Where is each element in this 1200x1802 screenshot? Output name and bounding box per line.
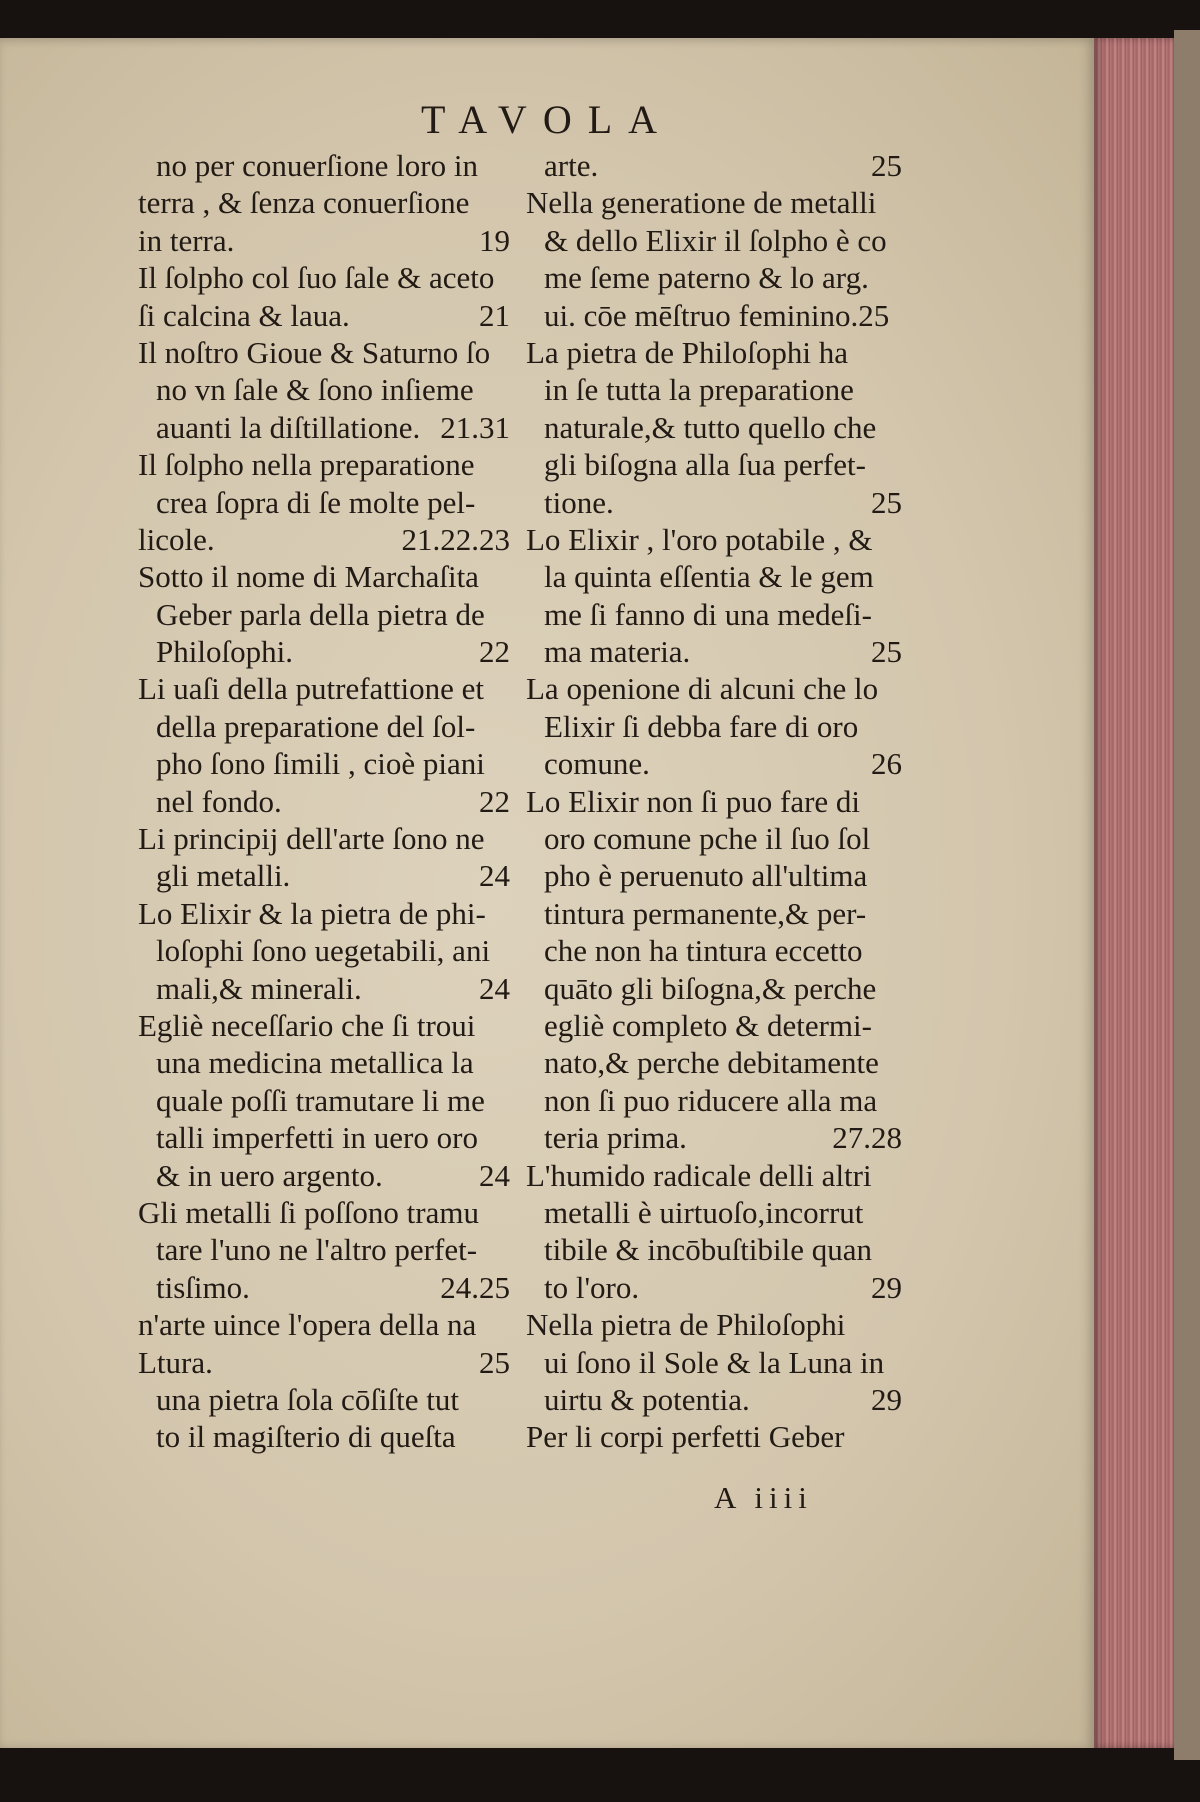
entry-text: oro comune pche il ſuo ſol	[544, 821, 871, 857]
index-entry-line	[526, 558, 902, 595]
index-entry-line	[526, 670, 902, 707]
entry-text: terra , & ſenza conuerſione	[138, 185, 470, 221]
index-entry-line	[526, 446, 902, 483]
entry-text: La openione di alcuni che lo	[526, 671, 879, 707]
index-column-right	[526, 147, 902, 1456]
entry-page-number: 24	[479, 1157, 510, 1193]
index-entry-line	[526, 708, 902, 745]
entry-text: licole.	[138, 521, 215, 557]
index-entry-line	[526, 147, 902, 184]
book-cover-edge	[1174, 30, 1200, 1760]
index-entry-line	[526, 1082, 902, 1119]
index-entry-line	[526, 596, 902, 633]
entry-page-number: 21.31	[440, 409, 510, 445]
entry-text: teria prima.	[544, 1120, 687, 1156]
entry-text: ma materia.	[544, 634, 691, 670]
index-entry-line	[526, 1344, 902, 1381]
entry-text: in ſe tutta la preparatione	[544, 372, 854, 408]
index-entry-line	[526, 259, 902, 296]
entry-text: pho è peruenuto all'ultima	[544, 858, 868, 894]
index-entry-line	[138, 334, 510, 371]
index-entry-line	[526, 1231, 902, 1268]
entry-text: no per conuerſione loro in	[156, 148, 478, 183]
index-entry-line	[138, 633, 510, 670]
index-entry-line	[526, 1044, 902, 1081]
entry-text: Nella pietra de Philoſophi	[526, 1307, 846, 1343]
signature-mark: A iiii	[714, 1480, 813, 1515]
entry-text: della preparatione del ſol-	[156, 708, 476, 744]
entry-text: una medicina metallica la	[156, 1045, 474, 1081]
index-entry-line	[526, 1119, 902, 1156]
index-entry-line	[138, 970, 510, 1007]
index-entry-line	[138, 558, 510, 595]
entry-text: & dello Elixir il ſolpho è co	[544, 222, 887, 258]
index-entry-line	[526, 857, 902, 894]
entry-text: Geber parla della pietra de	[156, 596, 485, 632]
entry-text: Il ſolpho col ſuo ſale & aceto	[138, 260, 495, 296]
index-entry-line	[138, 1344, 510, 1381]
index-entry-line	[138, 184, 510, 221]
entry-text: mali,& minerali.	[156, 970, 362, 1006]
entry-page-number: 24.25	[440, 1269, 510, 1305]
entry-text: n'arte uince l'opera della na	[138, 1307, 477, 1343]
index-entry-line	[138, 371, 510, 408]
entry-page-number: 27.28	[832, 1120, 902, 1156]
entry-text: nel fondo.	[156, 783, 282, 819]
entry-text: nato,& perche debitamente	[544, 1045, 879, 1081]
index-entry-line	[526, 334, 902, 371]
entry-page-number: 19	[479, 222, 510, 258]
index-entry-line	[526, 1306, 902, 1343]
index-entry-line	[526, 371, 902, 408]
entry-text: to il magiſterio di queſta	[156, 1419, 456, 1455]
entry-page-number: 22	[479, 634, 510, 670]
index-entry-line	[138, 708, 510, 745]
entry-text: Il noſtro Gioue & Saturno ſo	[138, 334, 491, 370]
entry-text: & in uero argento.	[156, 1157, 383, 1193]
entry-page-number: 26	[871, 746, 902, 782]
index-entry-line	[526, 1007, 902, 1044]
entry-text: tare l'uno ne l'altro perfet-	[156, 1232, 478, 1268]
entry-text: Lo Elixir non ſi puo fare di	[526, 783, 861, 819]
entry-text: Il ſolpho nella preparatione	[138, 447, 475, 483]
index-entry-line	[526, 1381, 902, 1418]
index-entry-line	[526, 222, 902, 259]
entry-text: Nella generatione de metalli	[526, 185, 877, 221]
entry-text: loſophi ſono uegetabili, ani	[156, 933, 491, 969]
entry-text: tione.	[544, 484, 614, 520]
entry-text: ſi calcina & laua.	[138, 297, 350, 333]
entry-text: naturale,& tutto quello che	[544, 409, 877, 445]
index-entry-line	[138, 745, 510, 782]
index-entry-line	[526, 895, 902, 932]
entry-text: La pietra de Philoſophi ha	[526, 334, 848, 370]
index-entry-line	[138, 147, 510, 184]
entry-text: tisſimo.	[156, 1269, 250, 1305]
index-entry-line	[138, 932, 510, 969]
index-entry-line	[138, 521, 510, 558]
entry-text: gli metalli.	[156, 858, 291, 894]
entry-text: tintura permanente,& per-	[544, 895, 867, 931]
index-entry-line	[138, 1007, 510, 1044]
entry-text: me ſeme paterno & lo arg.	[544, 260, 869, 296]
entry-page-number: 24	[479, 858, 510, 894]
entry-text: arte.	[544, 148, 599, 183]
entry-text: no vn ſale & ſono inſieme	[156, 372, 474, 408]
entry-text: gli biſogna alla ſua perfet-	[544, 447, 866, 483]
index-entry-line	[526, 970, 902, 1007]
entry-page-number: 29	[871, 1381, 902, 1417]
index-entry-line	[138, 670, 510, 707]
index-entry-line	[138, 222, 510, 259]
entry-text: Egliè neceſſario che ſi troui	[138, 1007, 476, 1043]
entry-text: in terra.	[138, 222, 235, 258]
entry-text: talli imperfetti in uero oro	[156, 1120, 478, 1156]
entry-text: me ſi fanno di una medeſi-	[544, 596, 872, 632]
entry-text: Philoſophi.	[156, 634, 293, 670]
entry-text: crea ſopra di ſe molte pel-	[156, 484, 476, 520]
index-entry-line	[138, 484, 510, 521]
index-entry-line	[526, 820, 902, 857]
entry-text: Gli metalli ſi poſſono tramu	[138, 1194, 479, 1230]
index-entry-line	[138, 783, 510, 820]
index-entry-line	[138, 1306, 510, 1343]
entry-text: quale poſſi tramutare li me	[156, 1082, 485, 1118]
entry-page-number: 25	[871, 634, 902, 670]
index-entry-line	[138, 1381, 510, 1418]
entry-text: Li principij dell'arte ſono ne	[138, 821, 485, 857]
entry-text: comune.	[544, 746, 650, 782]
index-entry-line	[138, 596, 510, 633]
entry-page-number: 22	[479, 783, 510, 819]
index-entry-line	[526, 521, 902, 558]
entry-text: non ſi puo riducere alla ma	[544, 1082, 878, 1118]
index-entry-line	[526, 484, 902, 521]
entry-page-number: 25	[479, 1344, 510, 1380]
entry-text: Per li corpi perfetti Geber	[526, 1419, 845, 1455]
entry-text: tibile & incōbuſtibile quan	[544, 1232, 873, 1268]
index-entry-line	[526, 633, 902, 670]
entry-text: pho ſono ſimili , cioè piani	[156, 746, 485, 782]
index-entry-line	[138, 857, 510, 894]
entry-text: ui. cōe mēſtruo feminino.25	[544, 297, 890, 333]
entry-page-number: 25	[871, 148, 902, 183]
entry-text: la quinta eſſentia & le gem	[544, 559, 874, 595]
index-entry-line	[526, 1418, 902, 1455]
page-edge-stack	[1094, 38, 1174, 1748]
index-entry-line	[138, 1082, 510, 1119]
entry-text: Li uaſi della putrefattione et	[138, 671, 485, 707]
entry-text: auanti la diſtillatione.	[156, 409, 421, 445]
entry-page-number: 25	[871, 484, 902, 520]
entry-text: L'humido radicale delli altri	[526, 1157, 872, 1193]
index-entry-line	[138, 1194, 510, 1231]
index-entry-line	[526, 783, 902, 820]
entry-text: Sotto il nome di Marchaſita	[138, 559, 479, 595]
index-column-left	[138, 147, 510, 1456]
entry-text: quāto gli biſogna,& perche	[544, 970, 877, 1006]
index-entry-line	[138, 1269, 510, 1306]
index-entry-line	[138, 1119, 510, 1156]
entry-text: Ltura.	[138, 1344, 213, 1380]
index-entry-line	[526, 184, 902, 221]
entry-page-number: 21.22.23	[401, 521, 510, 557]
index-entry-line	[526, 1194, 902, 1231]
index-entry-line	[526, 1157, 902, 1194]
index-entry-line	[138, 895, 510, 932]
entry-page-number: 24	[479, 970, 510, 1006]
entry-text: ui ſono il Sole & la Luna in	[544, 1344, 885, 1380]
index-entry-line	[138, 446, 510, 483]
index-entry-line	[138, 820, 510, 857]
index-entry-line	[138, 409, 510, 446]
entry-page-number: 21	[479, 297, 510, 333]
index-entry-line	[138, 259, 510, 296]
entry-text: egliè completo & determi-	[544, 1007, 872, 1043]
entry-text: metalli è uirtuoſo,incorrut	[544, 1194, 864, 1230]
entry-text: Elixir ſi debba fare di oro	[544, 708, 859, 744]
index-entry-line	[526, 409, 902, 446]
entry-text: una pietra ſola cōſiſte tut	[156, 1381, 460, 1417]
index-entry-line	[138, 1418, 510, 1455]
index-entry-line	[526, 932, 902, 969]
index-entry-line	[138, 1044, 510, 1081]
index-entry-line	[138, 297, 510, 334]
entry-text: Lo Elixir , l'oro potabile , &	[526, 521, 873, 557]
entry-text: Lo Elixir & la pietra de phi-	[138, 895, 486, 931]
index-entry-line	[526, 1269, 902, 1306]
entry-text: to l'oro.	[544, 1269, 640, 1305]
page-title: TAVOLA	[420, 97, 674, 142]
index-entry-line	[526, 297, 902, 334]
entry-text: uirtu & potentia.	[544, 1381, 750, 1417]
index-entry-line	[138, 1231, 510, 1268]
index-entry-line	[138, 1157, 510, 1194]
entry-page-number: 29	[871, 1269, 902, 1305]
index-entry-line	[526, 745, 902, 782]
entry-text: che non ha tintura eccetto	[544, 933, 863, 969]
